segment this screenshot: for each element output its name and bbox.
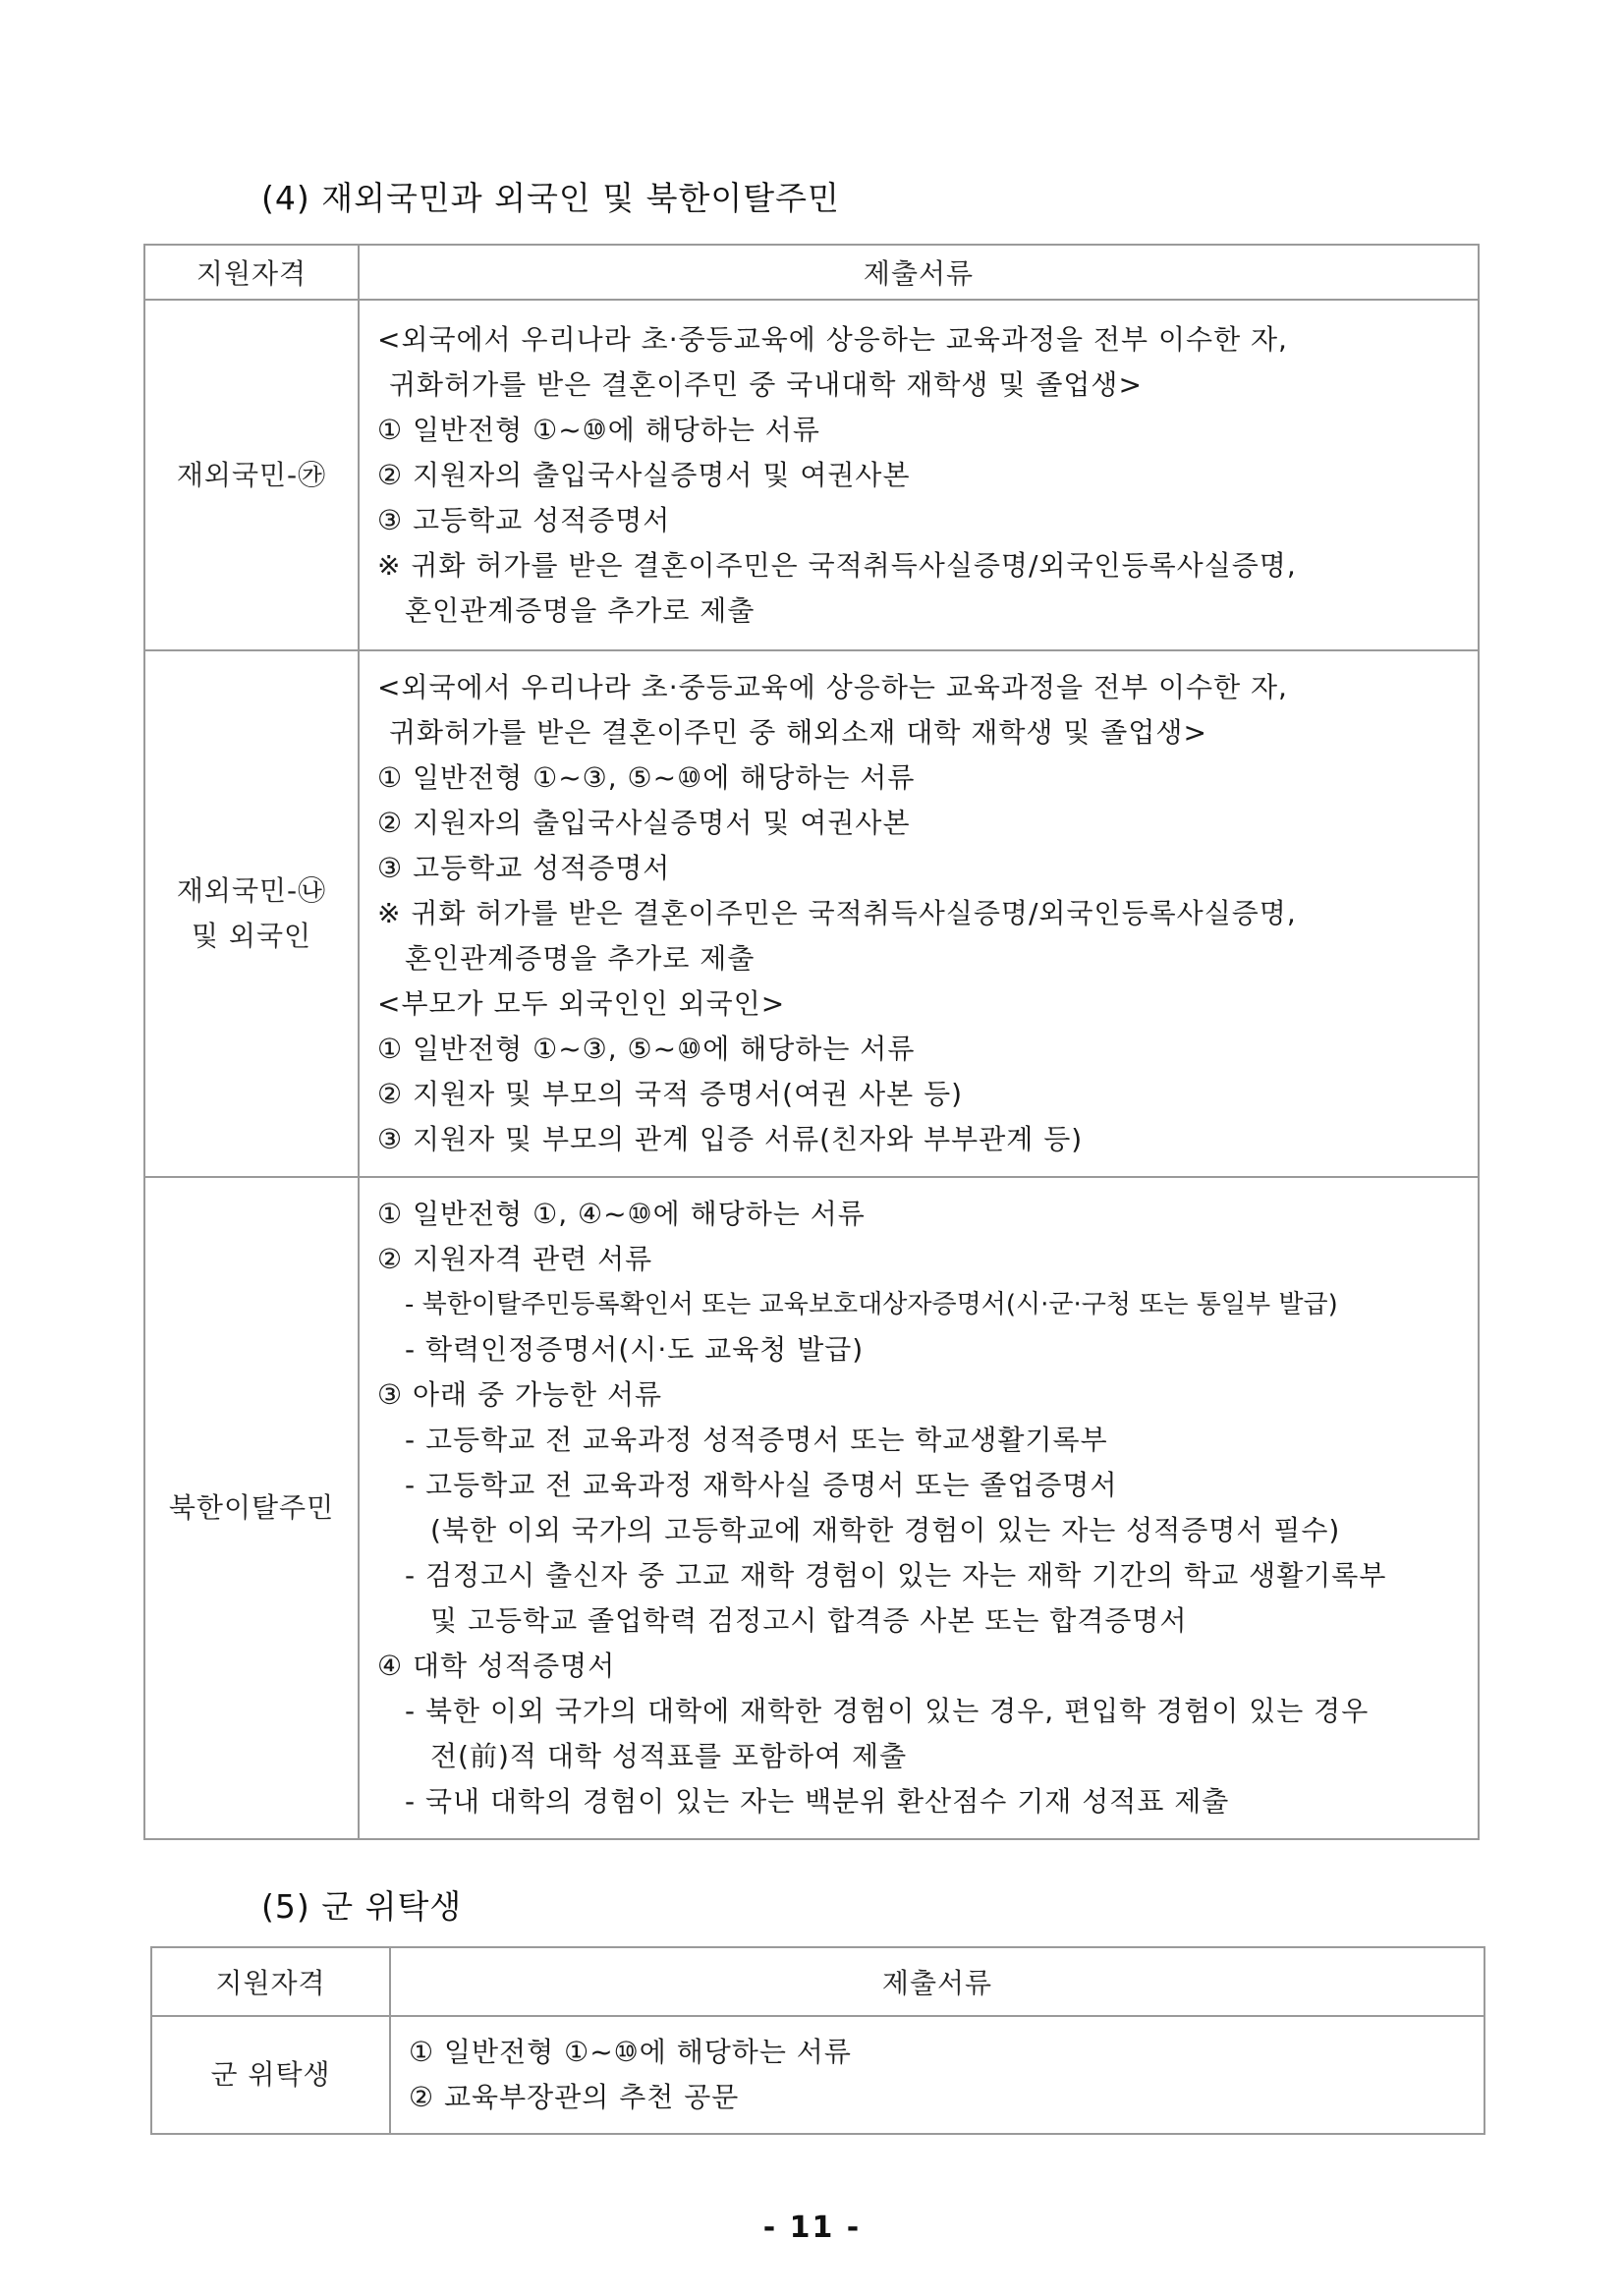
doc-sub-item: - 학력인정증명서(시·도 교육청 발급) [405,1333,865,1366]
doc-line: ① 일반전형 ①~⑩에 해당하는 서류 [377,413,820,446]
doc-line: ② 지원자의 출입국사실증명서 및 여권사본 [377,458,911,491]
qualification-text: 군 위탁생 [210,2058,331,2091]
doc-line: <외국에서 우리나라 초·중등교육에 상응하는 교육과정을 전부 이수한 자, [377,671,1288,703]
doc-note-cont: 혼인관계증명을 추가로 제출 [405,942,756,975]
doc-sub-item: - 고등학교 전 교육과정 재학사실 증명서 또는 졸업증명서 [405,1469,1118,1501]
qualification-cell [144,1177,359,1839]
doc-sub-item: - 고등학교 전 교육과정 성적증명서 또는 학교생활기록부 [405,1424,1108,1456]
documents-cell [390,2016,1484,2134]
qualification-cell [151,2016,390,2134]
doc-sub-item: - 북한이탈주민등록확인서 또는 교육보호대상자증명서(시·군·구청 또는 통일부 발급) [405,1290,1338,1319]
section-5-table [150,1946,1485,2135]
table-row [144,300,1479,650]
qualification-text: 재외국민-㉯ [176,874,327,907]
doc-sub-item: - 검정고시 출신자 중 고교 재학 경험이 있는 자는 재학 기간의 학교 생활기록부 [405,1559,1387,1592]
doc-line: ③ 지원자 및 부모의 관계 입증 서류(친자와 부부관계 등) [377,1123,1084,1155]
doc-sub-item-cont: 및 고등학교 졸업학력 검정고시 합격증 사본 또는 합격증명서 [430,1604,1188,1637]
section-4-title: (4) 재외국민과 외국인 및 북한이탈주민 [261,179,840,217]
doc-line: ① 일반전형 ①~③, ⑤~⑩에 해당하는 서류 [377,761,916,794]
table-row [151,2016,1484,2134]
header-qualification: 지원자격 [144,245,359,300]
doc-line: ① 일반전형 ①, ④~⑩에 해당하는 서류 [377,1198,866,1230]
doc-note: ※ 귀화 허가를 받은 결혼이주민은 국적취득사실증명/외국인등록사실증명, [377,897,1297,929]
qualification-cell [144,650,359,1177]
header-documents: 제출서류 [359,245,1479,300]
doc-line: ① 일반전형 ①~③, ⑤~⑩에 해당하는 서류 [377,1033,916,1065]
documents-cell [359,650,1479,1177]
header-qualification: 지원자격 [151,1947,390,2016]
qualification-text: 북한이탈주민 [168,1491,335,1524]
documents-cell [359,1177,1479,1839]
page-number: - 11 - [762,2211,862,2245]
section-5-title: (5) 군 위탁생 [261,1887,463,1926]
doc-note-cont: 혼인관계증명을 추가로 제출 [405,593,756,627]
table-header-row [144,245,1479,300]
doc-line: ① 일반전형 ①~⑩에 해당하는 서류 [409,2036,852,2068]
doc-line: ② 지원자격 관련 서류 [377,1243,653,1275]
table-row [144,1177,1479,1839]
table-header-row [151,1947,1484,2016]
qualification-text: 및 외국인 [191,920,312,952]
section-4-table [143,244,1480,1840]
doc-line: 귀화허가를 받은 결혼이주민 중 해외소재 대학 재학생 및 졸업생> [389,716,1207,749]
doc-line: ③ 아래 중 가능한 서류 [377,1378,663,1411]
qualification-text: 재외국민-㉮ [176,458,327,491]
doc-sub-item: - 국내 대학의 경험이 있는 자는 백분위 환산점수 기재 성적표 제출 [405,1785,1230,1818]
doc-line: ② 교육부장관의 추천 공문 [409,2081,740,2113]
doc-line: ③ 고등학교 성적증명서 [377,852,671,884]
table-row [144,650,1479,1177]
header-documents: 제출서류 [390,1947,1484,2016]
doc-line: <외국에서 우리나라 초·중등교육에 상응하는 교육과정을 전부 이수한 자, [377,322,1288,356]
documents-cell [359,300,1479,650]
doc-line: ② 지원자 및 부모의 국적 증명서(여권 사본 등) [377,1078,964,1110]
doc-line: ④ 대학 성적증명서 [377,1650,616,1682]
qualification-cell [144,300,359,650]
doc-line: ③ 고등학교 성적증명서 [377,503,671,536]
doc-line: <부모가 모두 외국인인 외국인> [377,987,786,1020]
doc-note: ※ 귀화 허가를 받은 결혼이주민은 국적취득사실증명/외국인등록사실증명, [377,548,1297,582]
doc-sub-item-cont: (북한 이외 국가의 고등학교에 재학한 경험이 있는 자는 성적증명서 필수) [430,1514,1341,1546]
doc-sub-item: - 북한 이외 국가의 대학에 재학한 경험이 있는 경우, 편입학 경험이 있는 경우 [405,1695,1370,1727]
doc-sub-item-cont: 전(前)적 대학 성적표를 포함하여 제출 [430,1740,908,1772]
doc-line: 귀화허가를 받은 결혼이주민 중 국내대학 재학생 및 졸업생> [389,367,1143,401]
doc-line: ② 지원자의 출입국사실증명서 및 여권사본 [377,807,911,839]
